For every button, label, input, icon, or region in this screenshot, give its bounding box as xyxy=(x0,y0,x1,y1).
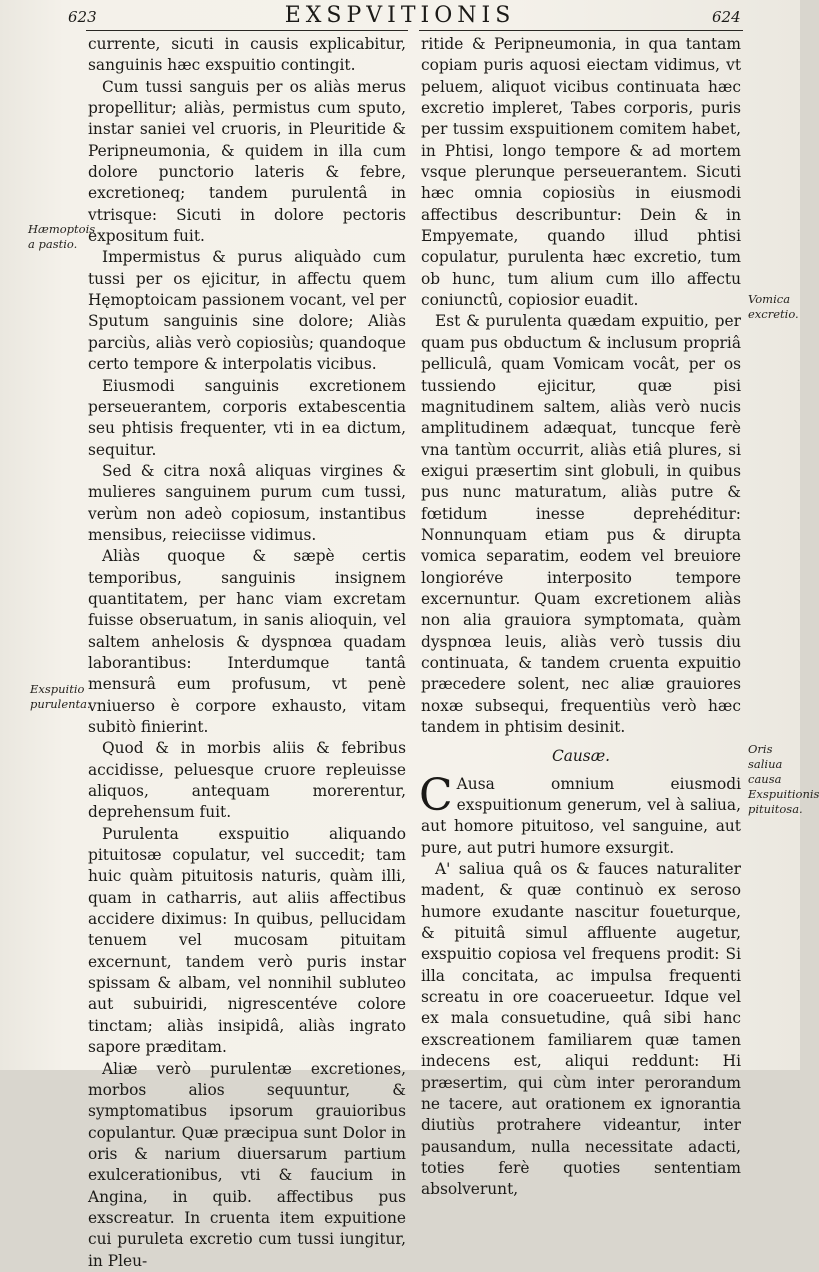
right-text-column xyxy=(421,34,741,1201)
header-rule-left xyxy=(86,30,408,31)
drop-cap: C xyxy=(419,769,453,821)
paragraph: Impermistus & purus aliquàdo cum tussi per os ejicitur, in affectu quem Hęmoptoicam passionem vocant, vel per Sputum sanguinis sine dolore; Aliàs parciùs, aliàs verò copiosiùs; quandoque certo tempore & interpolatis vicibus. xyxy=(88,248,406,374)
causae-paragraph xyxy=(419,769,741,859)
paragraph: Est & purulenta quædam expuitio, per quam pus obductum & inclusum propriâ pelliculâ, quam Vomicam vocât, per os tussiendo ejicitur, quæ pisi magnitudinem saltem, aliàs verò nucis amplitudinem adæquat, tuncque ferè vna tantùm occurrit, aliàs etiâ plures, si exigui præsertim sint globuli, in quibus pus nunc maturatum, aliàs putre & fœtidum inesse deprehéditur: Nonnunquam etiam pus & dirupta vomica separatim, eodem vel breuiore longioréve interposito tempore excernuntur. Quam excretionem aliàs non alia grauiora symptomata, quàm dyspnœa leuis, aliàs verò tussis diu continuata, & tandem cruenta expuitio præcedere solent, nec aliæ grauiores noxæ subsequi, frequentiùs verò hæc tandem in phtisim desinit. xyxy=(421,312,741,736)
page-number-left: 623 xyxy=(68,8,97,26)
running-title: EXSPVITIONIS xyxy=(284,3,516,28)
paragraph: currente, sicuti in causis explicabitur, sanguinis hæc exspuitio contingit. xyxy=(88,35,406,75)
paragraph: Aliàs quoque & sæpè certis temporibus, sanguinis insignem quantitatem, per hanc viam excretam fuisse obseruatum, in sanis alioquin, vel saltem anhelosis & dyspnœa quadam laborantibus: Interdumque tantâ mensurâ eum profusum, vt penè vniuerso è corpore exhausto, vitam subitò finierint. xyxy=(88,547,406,736)
paragraph: ritide & Peripneumonia, in qua tantam copiam puris aquosi eiectam vidimus, vt peluem, aliquot vicibus continuata hæc excretio impleret, Tabes corporis, puris per tussim exspuitionem comitem habet, in Phtisi, longo tempore & ad mortem vsque plerunque perseuerantem. Sicuti hæc omnia copiosiùs in eiusmodi affectibus describuntur: Dein & in Empyemate, quando illud phtisi copulatur, purulenta hæc excretio, tum ob hunc, tum alium cum illo affectu coniunctû, copiosior euadit. xyxy=(421,35,741,310)
left-text-column xyxy=(88,34,406,1272)
section-heading-causae: Causæ. xyxy=(551,747,611,766)
margin-note-exspuitio-purulenta: Exspuitio purulenta. xyxy=(30,682,91,711)
margin-note-haemoptois: Hæmoptois a pastio. xyxy=(28,222,96,251)
causae-text: Ausa omnium eiusmodi exspuitionum generum, vel à saliua, aut homore pituitoso, vel sanguine, aut pure, aut putri humore exsurgit. xyxy=(421,774,741,857)
margin-note-vomica: Vomica excretio. xyxy=(748,292,799,321)
paragraph: Cum tussi sanguis per os aliàs merus propellitur; aliàs, permistus cum sputo, instar saniei vel cruoris, in Pleuritide & Peripneumonia, & quidem in illa cum dolore punctorio lateris & febre, excretioneq; tandem purulentâ in vtrisque: Sicuti in dolore pectoris expositum fuit. xyxy=(88,77,406,246)
paragraph: A' saliua quâ os & fauces naturaliter madent, & quæ continuò ex seroso humore exudante nascitur foueturque, & pituitâ simul affluente augetur, exspuitio copiosa vel frequens prodit: Si illa concitata, ac impulsa frequenti screatu in ore coacerueetur. Idque vel ex mala consuetudine, quâ sibi hanc exscreationem familiarem quæ tamen indecens est, aliqui reddunt: Hi præsertim, qui cùm inter perorandum ne tacere, aut orationem ex ignorantia diutiùs protrahere videantur, inter pausandum, nulla necessitate adacti, toties ferè quoties sententiam absolverunt, xyxy=(421,860,741,1199)
page-number-right: 624 xyxy=(712,8,741,26)
paragraph: Aliæ verò purulentæ excretiones, morbos alios sequuntur, & symptomatibus ipsorum grauioribus copulantur. Quæ præcipua sunt Dolor in oris & narium diuersarum partium exulcerationibus, vti & faucium in Angina, in quib. affectibus pus exscreatur. In cruenta item expuitione cui puruleta excretio cum tussi iungitur, in Pleu- xyxy=(88,1059,406,1270)
paragraph: Quod & in morbis aliis & febribus accidisse, peluesque cruore repleuisse aliquos, antequam morerentur, deprehensum fuit. xyxy=(88,739,406,822)
paragraph: Purulenta exspuitio aliquando pituitosæ copulatur, vel succedit; tam huic quàm pituitosis naturis, quàm illi, quam in catharris, aut aliis affectibus accidere diximus: In quibus, pellucidam tenuem vel mucosam pituitam excernunt, tandem verò puris instar spissam & albam, vel nonnihil subluteo aut subuiridi, nigrescentéve colore tinctam; aliàs insipidâ, aliàs ingrato sapore præditam. xyxy=(88,824,406,1057)
margin-note-oris-saliua: Oris saliua causa Exspuitionis pituitosa. xyxy=(748,742,819,816)
paragraph: Sed & citra noxâ aliquas virgines & mulieres sanguinem purum cum tussi, verùm non adeò copiosum, instantibus mensibus, reieciisse vidimus. xyxy=(88,461,406,544)
paragraph: Eiusmodi sanguinis excretionem perseuerantem, corporis extabescentia seu phtisis frequenter, vti in ea dictum, sequitur. xyxy=(88,376,406,459)
header-rule-right xyxy=(419,30,743,31)
